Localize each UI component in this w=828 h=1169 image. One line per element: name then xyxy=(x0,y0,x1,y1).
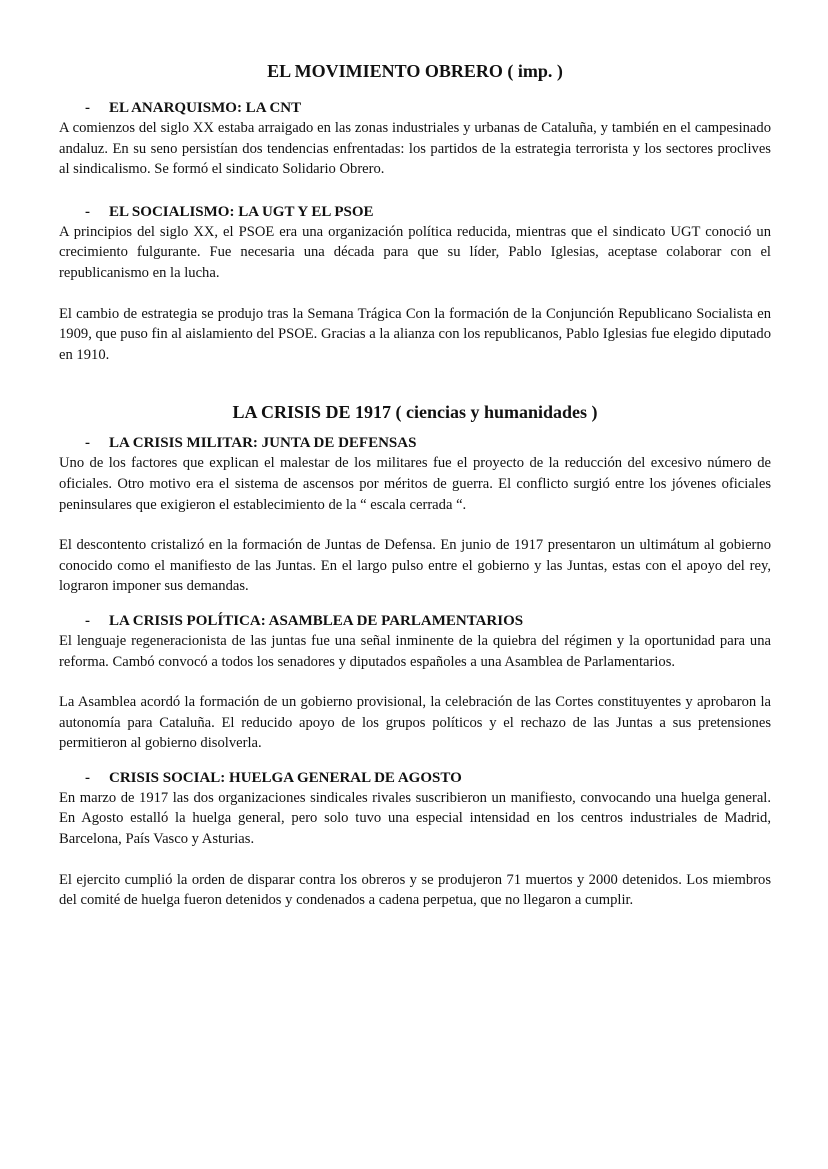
paragraph-crisis-politica-2: La Asamblea acordó la formación de un gobierno provisional, la celebración de las Cortes constituyentes y aprobaron la autonomía para Cataluña. El reducido apoyo de los grupos políticos y el rechazo de las Juntas a sus pretensiones permitieron al gobierno disolverla. xyxy=(59,694,771,752)
section-heading-label: EL SOCIALISMO: LA UGT Y EL PSOE xyxy=(109,203,374,220)
bullet-dash: - xyxy=(85,203,90,220)
section-heading-crisis-social xyxy=(59,768,771,788)
section-heading-crisis-politica xyxy=(59,611,771,631)
bullet-dash: - xyxy=(85,435,90,452)
section-heading-crisis-militar xyxy=(59,433,771,453)
section-heading-label: LA CRISIS MILITAR: JUNTA DE DEFENSAS xyxy=(109,435,417,452)
paragraph-crisis-social-2: El ejercito cumplió la orden de disparar contra los obreros y se produjeron 71 muertos y 2000 detenidos. Los miembros del comité de huelga fueron detenidos y condenados a cadena perpetua, que no llegaron a cumplir. xyxy=(59,871,771,909)
bullet-dash: - xyxy=(85,769,90,786)
paragraph-crisis-social-1: En marzo de 1917 las dos organizaciones sindicales rivales suscribieron un manifiesto, convocando una huelga general. En Agosto estalló la huelga general, pero solo tuvo una especial intensidad en los centros industriales de Madrid, Barcelona, País Vasco y Asturias. xyxy=(59,789,771,848)
page-title-crisis-1917: LA CRISIS DE 1917 ( ciencias y humanidades ) xyxy=(232,402,598,423)
paragraph-socialismo-2: El cambio de estrategia se produjo tras la Semana Trágica Con la formación de la Conjunción Republicano Socialista en 1909, que puso fin al aislamiento del PSOE. Gracias a la alianza con los republicanos, Pablo Iglesias fue elegido diputado en 1910. xyxy=(59,305,771,363)
bullet-dash: - xyxy=(85,100,90,116)
paragraph-crisis-militar-1: Uno de los factores que explican el malestar de los militares fue el proyecto de la reducción del excesivo número de oficiales. Otro motivo era el sistema de ascensos por méritos de guerra. El conflicto surgió entre los jóvenes oficiales peninsulares que exigieron el establecimiento de la “ escala cerrada “. xyxy=(59,455,771,513)
paragraph-socialismo-1: A principios del siglo XX, el PSOE era una organización política reducida, mientras que el sindicato UGT conoció un crecimiento fulgurante. Fue necesaria una década para que su líder, Pablo Iglesias, aceptase colaborar con el republicanismo en la lucha. xyxy=(59,223,771,281)
section-heading-label: LA CRISIS POLÍTICA: ASAMBLEA DE PARLAMENTARIOS xyxy=(109,612,524,629)
bullet-dash: - xyxy=(85,612,90,629)
document-page xyxy=(59,58,771,911)
section-heading-label: CRISIS SOCIAL: HUELGA GENERAL DE AGOSTO xyxy=(109,769,462,786)
section-heading-socialismo xyxy=(59,202,771,222)
page-title-movimiento-obrero: EL MOVIMIENTO OBRERO ( imp. ) xyxy=(267,61,563,81)
section-heading-label: EL ANARQUISMO: LA CNT xyxy=(109,100,302,116)
paragraph-anarquismo-1: A comienzos del siglo XX estaba arraigado en las zonas industriales y urbanas de Cataluña, y también en el campesinado andaluz. En su seno persistían dos tendencias enfrentadas: los partidos de la estrategia terrorista y los sectores proclives al sindicalismo. Se formó el sindicato Solidario Obrero. xyxy=(59,120,771,178)
paragraph-crisis-politica-1: El lenguaje regeneracionista de las juntas fue una señal inminente de la quiebra del régimen y la oportunidad para una reforma. Cambó convocó a todos los senadores y diputados españoles a una Asamblea de Parlamentarios. xyxy=(59,632,771,670)
section-heading-anarquismo xyxy=(59,98,771,118)
paragraph-crisis-militar-2: El descontento cristalizó en la formación de Juntas de Defensa. En junio de 1917 presentaron un ultimátum al gobierno conocido como el manifiesto de las Juntas. En el largo pulso entre el gobierno y las Juntas, estas con el apoyo del rey, lograron imponer sus demandas. xyxy=(59,537,771,595)
